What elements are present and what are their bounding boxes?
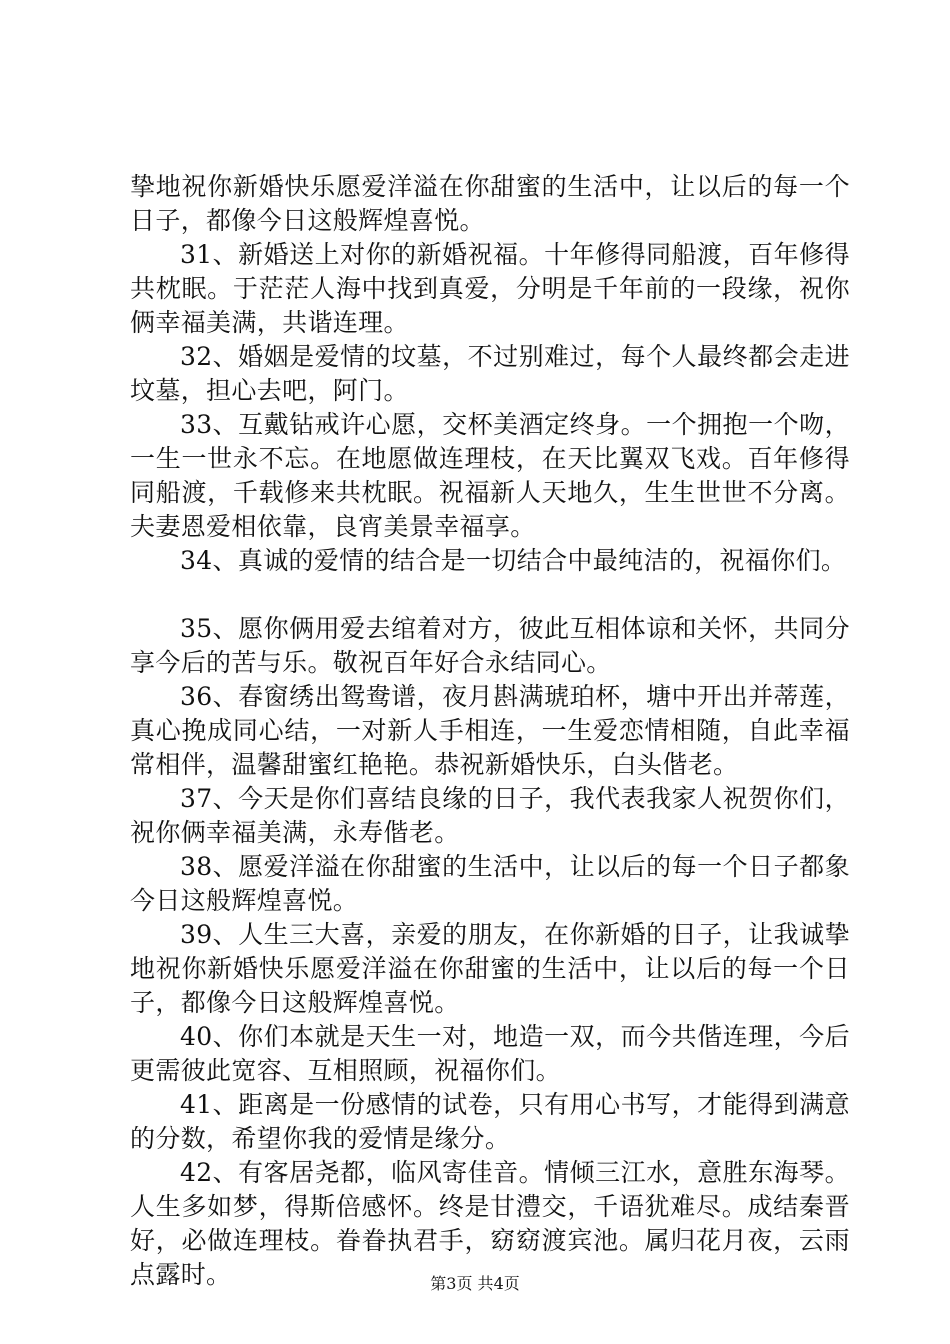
paragraph-35: 35、愿你俩用爱去绾着对方，彼此互相体谅和关怀，共同分享今后的苦与乐。敬祝百年好合永结同心。 (130, 614, 850, 677)
paragraph-33: 33、互戴钻戒许心愿，交杯美酒定终身。一个拥抱一个吻，一生一世永不忘。在地愿做连理枝，在天比翼双飞戏。百年修得同船渡，千载修来共枕眠。祝福新人天地久，生生世世不分离。夫妻恩爱相依靠，良宵美景幸福享。 (130, 410, 850, 541)
paragraph-37: 37、今天是你们喜结良缘的日子，我代表我家人祝贺你们，祝你俩幸福美满，永寿偕老。 (130, 784, 850, 847)
paragraph-42: 42、有客居尧都，临风寄佳音。情倾三江水，意胜东海琴。人生多如梦，得斯倍感怀。终是甘澧交，千语犹难尽。成结秦晋好，必做连理枝。眷眷执君手，窈窈渡宾池。属归花月夜，云雨点露时。 (130, 1158, 850, 1289)
paragraph-34: 34、真诚的爱情的结合是一切结合中最纯洁的，祝福你们。 (180, 546, 847, 575)
page-number-prefix: 第 (430, 1274, 447, 1293)
paragraph-36: 36、春窗绣出鸳鸯谱，夜月斟满琥珀杯，塘中开出并蒂莲，真心挽成同心结，一对新人手相连，一生爱恋情相随，自此幸福常相伴，温馨甜蜜红艳艳。恭祝新婚快乐，白头偕老。 (130, 682, 850, 779)
paragraph-32: 32、婚姻是爱情的坟墓，不过别难过，每个人最终都会走进坟墓，担心去吧，阿门。 (130, 342, 850, 405)
page-number-suffix: 页 (456, 1274, 473, 1293)
total-pages-prefix: 共 (477, 1274, 494, 1293)
current-page-number: 3 (446, 1274, 457, 1293)
page-footer (0, 1274, 950, 1294)
paragraph-40: 40、你们本就是天生一对，地造一双，而今共偕连理，今后更需彼此宽容、互相照顾，祝福你们。 (130, 1022, 850, 1085)
total-pages-number: 4 (493, 1274, 504, 1293)
paragraph-31: 31、新婚送上对你的新婚祝福。十年修得同船渡，百年修得共枕眠。于茫茫人海中找到真爱，分明是千年前的一段缘，祝你俩幸福美满，共谐连理。 (130, 240, 850, 337)
paragraph-41: 41、距离是一份感情的试卷，只有用心书写，才能得到满意的分数，希望你我的爱情是缘分。 (130, 1090, 850, 1153)
paragraph-38: 38、愿爱洋溢在你甜蜜的生活中，让以后的每一个日子都象今日这般辉煌喜悦。 (130, 852, 850, 915)
total-pages-suffix: 页 (503, 1274, 520, 1293)
paragraph-continuation: 挚地祝你新婚快乐愿爱洋溢在你甜蜜的生活中，让以后的每一个日子，都像今日这般辉煌喜悦。 (130, 172, 850, 235)
paragraph-39: 39、人生三大喜，亲爱的朋友，在你新婚的日子，让我诚挚地祝你新婚快乐愿爱洋溢在你甜蜜的生活中，让以后的每一个日子，都像今日这般辉煌喜悦。 (130, 920, 850, 1017)
document-body (130, 170, 850, 1292)
